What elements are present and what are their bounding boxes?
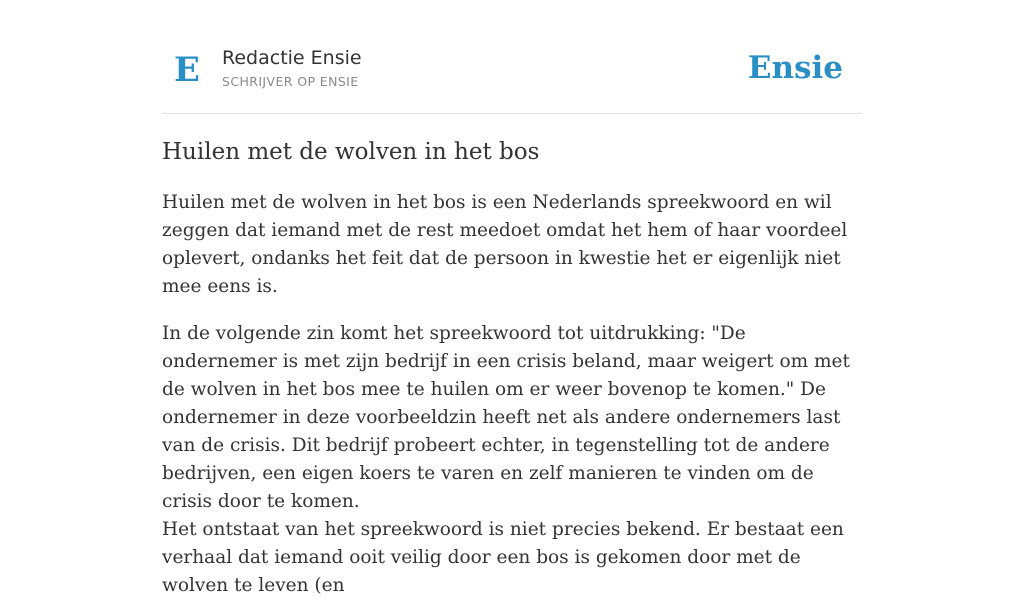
paragraph-origin: Het ontstaat van het spreekwoord is niet precies bekend. Er bestaat een verhaal dat iemand ooit veilig door een bos is gekomen door met de wolven te leven (en [162, 519, 844, 596]
author-header [162, 0, 862, 114]
author-role: SCHRIJVER OP ENSIE [222, 74, 359, 89]
article-card [162, 0, 862, 596]
article-title: Huilen met de wolven in het bos [162, 139, 540, 165]
paragraph-definition: Huilen met de wolven in het bos is een Nederlands spreekwoord en wil zeggen dat iemand met de rest meedoet omdat het hem of haar voordeel oplevert, ondanks het feit dat de persoon in kwestie het er eigenlijk niet mee eens is. [162, 192, 848, 297]
author-avatar[interactable]: E [174, 50, 200, 90]
author-name[interactable]: Redactie Ensie [222, 47, 362, 69]
paragraph-example: In de volgende zin komt het spreekwoord tot uitdrukking: "De ondernemer is met zijn bedrijf in een crisis beland, maar weigert om met de wolven in het bos mee te huilen om er weer bovenop te komen." De ondernemer in deze voorbeeldzin heeft net als andere ondernemers last van de crisis. Dit bedrijf probeert echter, in tegenstelling tot de andere bedrijven, een eigen koers te varen en zelf manieren te vinden om de crisis door te komen. [162, 323, 850, 512]
article-body [162, 189, 862, 600]
brand-logo[interactable]: Ensie [747, 50, 843, 86]
